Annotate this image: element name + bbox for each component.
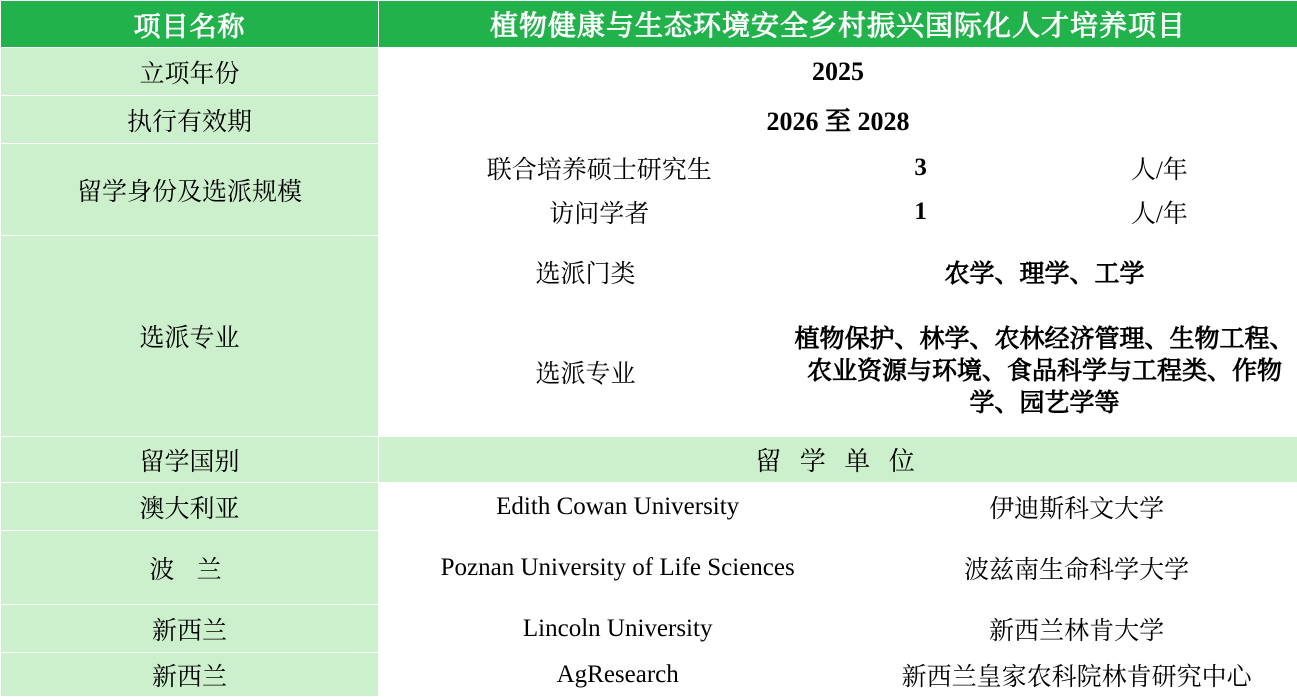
institution-country: 新西兰 — [1, 605, 379, 653]
institution-cell — [379, 653, 1297, 697]
institution-cell — [379, 605, 1297, 653]
value-year: 2025 — [379, 48, 1297, 96]
quota-unit: 人/年 — [1022, 190, 1297, 234]
institution-name-cn: 波兹南生命科学大学 — [856, 550, 1297, 586]
institution-country: 澳大利亚 — [1, 483, 379, 531]
table-row-period — [1, 96, 1297, 144]
institution-name-en: Lincoln University — [379, 611, 856, 647]
value-period: 2026 至 2028 — [379, 96, 1297, 144]
institution-inner-table — [379, 489, 1297, 525]
table-row-country-header — [1, 437, 1297, 483]
majors-category-value: 农学、理学、工学 — [792, 236, 1297, 308]
majors-inner-table — [379, 236, 1297, 436]
label-period: 执行有效期 — [1, 96, 379, 144]
label-year: 立项年份 — [1, 48, 379, 96]
institution-name-cn: 伊迪斯科文大学 — [856, 489, 1297, 525]
table-row-quota — [1, 144, 1297, 236]
institution-name-en: Poznan University of Life Sciences — [379, 550, 856, 586]
institution-country: 波 兰 — [1, 531, 379, 605]
quota-inner-table — [379, 146, 1297, 234]
institution-name-cn: 新西兰皇家农科院林肯研究中心 — [856, 657, 1297, 693]
table-row-year — [1, 48, 1297, 96]
institution-country: 新西兰 — [1, 653, 379, 697]
institution-inner-table — [379, 657, 1297, 693]
table-row-institution — [1, 605, 1297, 653]
majors-category-label: 选派门类 — [379, 236, 792, 308]
value-majors — [379, 236, 1297, 437]
label-institution: 留 学 单 位 — [379, 437, 1297, 483]
quota-type: 联合培养硕士研究生 — [379, 146, 820, 190]
majors-list-label: 选派专业 — [379, 308, 792, 436]
quota-type: 访问学者 — [379, 190, 820, 234]
table-row-institution — [1, 483, 1297, 531]
label-country: 留学国别 — [1, 437, 379, 483]
table-row-institution — [1, 531, 1297, 605]
header-label: 项目名称 — [1, 1, 379, 48]
institution-cell — [379, 531, 1297, 605]
header-title: 植物健康与生态环境安全乡村振兴国际化人才培养项目 — [379, 1, 1297, 48]
label-majors: 选派专业 — [1, 236, 379, 437]
quota-count: 3 — [820, 146, 1022, 190]
institution-inner-table — [379, 550, 1297, 586]
quota-row — [379, 146, 1297, 190]
majors-list-value: 植物保护、林学、农林经济管理、生物工程、农业资源与环境、食品科学与工程类、作物学、园艺学等 — [792, 308, 1297, 436]
institution-name-en: AgResearch — [379, 657, 856, 693]
institution-name-cn: 新西兰林肯大学 — [856, 611, 1297, 647]
institution-name-en: Edith Cowan University — [379, 489, 856, 525]
institution-cell — [379, 483, 1297, 531]
quota-count: 1 — [820, 190, 1022, 234]
quota-row — [379, 190, 1297, 234]
majors-category-row — [379, 236, 1297, 308]
table-row-institution — [1, 653, 1297, 697]
label-quota: 留学身份及选派规模 — [1, 144, 379, 236]
majors-list-row — [379, 308, 1297, 436]
table-row-header — [1, 1, 1297, 48]
value-quota — [379, 144, 1297, 236]
institution-inner-table — [379, 611, 1297, 647]
quota-unit: 人/年 — [1022, 146, 1297, 190]
table-row-majors — [1, 236, 1297, 437]
